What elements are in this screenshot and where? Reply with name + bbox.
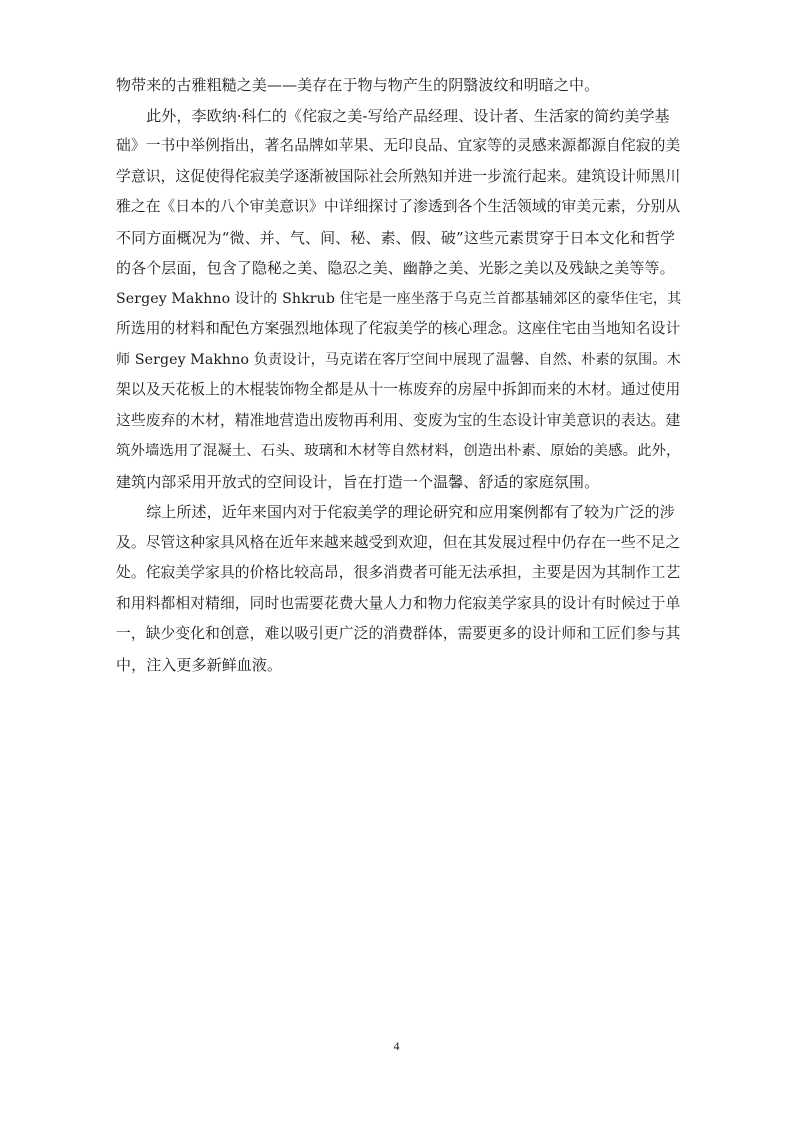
text-line: 础》一书中举例指出，著名品牌如苹果、无印良品、宜家等的灵感来源都源自侘寂的美 <box>116 137 681 154</box>
text-line: 筑外墙选用了混凝土、石头、玻璃和木材等自然材料，创造出朴素、原始的美感。此外， <box>116 443 681 459</box>
text-line: 中，注入更多新鲜血液。 <box>116 655 283 674</box>
text-line: 不同方面概况为“微、并、气、间、秘、素、假、破”这些元素贯穿于日本文化和哲学 <box>116 228 676 247</box>
text-line: 学意识，这促使得侘寂美学逐渐被国际社会所熟知并进一步流行起来。建筑设计师黑川 <box>116 167 681 185</box>
text-line: 所选用的材料和配色方案强烈地体现了侘寂美学的核心理念。这座住宅由当地知名设计 <box>116 320 681 337</box>
body-text <box>116 70 684 680</box>
text-line: 雅之在《日本的八个审美意识》中详细探讨了渗透到各个生活领域的审美元素，分别从 <box>116 198 681 215</box>
text-line: 物带来的古雅粗糙之美——美存在于物与物产生的阴翳波纹和明暗之中。 <box>116 76 600 94</box>
text-line: 综上所述，近年来国内对于侘寂美学的理论研究和应用案例都有了较为广泛的涉 <box>116 503 675 521</box>
text-line: 和用料都相对精细，同时也需要花费大量人力和物力侘寂美学家具的设计有时候过于单 <box>116 594 681 612</box>
text-line: 及。尽管这种家具风格在近年来越来越受到欢迎，但在其发展过程中仍存在一些不足之 <box>116 533 681 551</box>
text-line: 的各个层面，包含了隐秘之美、隐忍之美、幽静之美、光影之美以及残缺之美等等。 <box>116 259 675 277</box>
text-line: 一，缺少变化和创意，难以吸引更广泛的消费群体，需要更多的设计师和工匠们参与其 <box>116 625 681 642</box>
text-line: 架以及天花板上的木棍装饰物全都是从十一栋废弃的房屋中拆卸而来的木材。通过使用 <box>116 381 681 398</box>
text-line: 这些废弃的木材，精准地营造出废物再利用、变废为宝的生态设计审美意识的表达。建 <box>116 411 681 429</box>
page-number: 4 <box>393 1039 400 1053</box>
text-line: Sergey Makhno 设计的 Shkrub 住宅是一座坐落于乌克兰首都基辅郊区的豪华住宅，其 <box>116 290 682 307</box>
text-line: 师 Sergey Makhno 负责设计，马克诺在客厅空间中展现了温馨、自然、朴素的氛围。木 <box>116 351 681 368</box>
text-line: 建筑内部采用开放式的空间设计，旨在打造一个温馨、舒适的家庭氛围。 <box>116 472 600 491</box>
text-line: 处。侘寂美学家具的价格比较高昂，很多消费者可能无法承担，主要是因为其制作工艺 <box>116 564 681 581</box>
text-line: 此外，李欧纳·科仁的《侘寂之美-写给产品经理、设计者、生活家的简约美学基 <box>116 106 670 125</box>
